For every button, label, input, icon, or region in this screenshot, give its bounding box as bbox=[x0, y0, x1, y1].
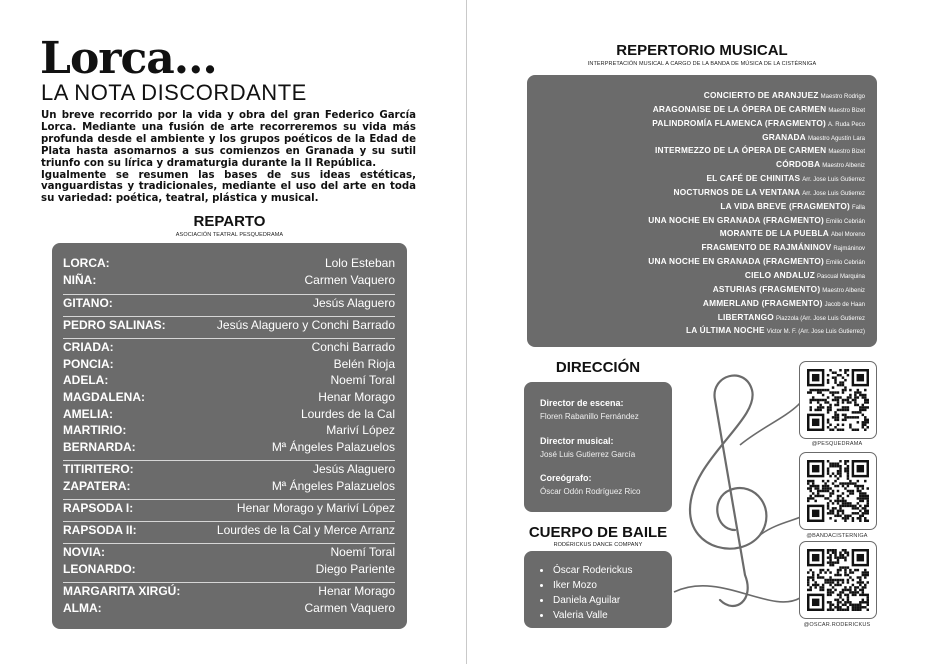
qr-code-oscar-roderickus[interactable] bbox=[799, 541, 877, 619]
repertorio-item bbox=[648, 212, 865, 226]
repertorio-item bbox=[648, 87, 865, 101]
cast-actor: Mª Ángeles Palazuelos bbox=[271, 439, 395, 454]
cast-actor: Noemí Toral bbox=[330, 373, 395, 388]
repertorio-item-title: FRAGMENTO DE RAJMÁNINOV bbox=[701, 242, 832, 253]
direccion-name: Floren Rabanillo Fernández bbox=[540, 412, 639, 421]
repertorio-item-title: UNA NOCHE EN GRANADA (FRAGMENTO) bbox=[648, 256, 824, 267]
cast-row bbox=[63, 255, 395, 272]
repertorio-item-title: LA VIDA BREVE (FRAGMENTO) bbox=[720, 200, 850, 211]
cast-actor: Diego Pariente bbox=[315, 561, 395, 576]
repertorio-item bbox=[648, 129, 865, 143]
qr-code-icon bbox=[807, 549, 869, 611]
repertorio-item-composer: Emilio Cebrián bbox=[825, 260, 865, 267]
direccion-title: DIRECCIÓN bbox=[555, 359, 641, 376]
intro-text bbox=[41, 110, 416, 205]
repertorio-item-composer: Falla bbox=[851, 204, 865, 211]
cast-role: ZAPATERA: bbox=[63, 478, 131, 493]
page-subtitle: LA NOTA DISCORDANTE bbox=[41, 80, 307, 105]
cast-role: ALMA: bbox=[63, 600, 102, 615]
cast-list bbox=[52, 243, 407, 629]
repertorio-item-title: INTERMEZZO DE LA ÓPERA DE CARMEN bbox=[655, 145, 827, 156]
repertorio-item-composer: Emilio Cebrián bbox=[825, 218, 865, 225]
intro-paragraph-1: Un breve recorrido por la vida y obra del gran Federico García Lorca. Mediante una fusión de arte recorreremos su vida más profunda desde el ambiente y los grupos poéticos de la Edad de Plata hasta asomarnos a sus comienzos en Granada y su sutil triunfo con su lírica y dramaturgia durante la II República. bbox=[41, 110, 416, 169]
repertorio-item bbox=[648, 115, 865, 129]
cast-actor: Carmen Vaquero bbox=[304, 600, 395, 615]
cast-actor: Jesús Alaguero y Conchi Barrado bbox=[216, 318, 395, 332]
repertorio-item-composer: Abel Moreno bbox=[830, 232, 865, 239]
cast-row bbox=[63, 272, 395, 289]
cast-actor: Henar Morago y Mariví López bbox=[236, 500, 395, 515]
cast-actor: Lourdes de la Cal y Merce Arranz bbox=[216, 523, 395, 537]
cast-role: LORCA: bbox=[63, 256, 110, 270]
repertorio-item-composer: Maestro Bizet bbox=[828, 149, 865, 156]
treble-clef-icon bbox=[660, 370, 820, 630]
repertorio-item bbox=[648, 267, 865, 281]
lorca-logo: Lorca... bbox=[40, 33, 217, 84]
cast-role: RAPSODA II: bbox=[63, 523, 137, 537]
repertorio-item-composer: Maestro Bizet bbox=[828, 107, 865, 114]
repertorio-item bbox=[648, 295, 865, 309]
repertorio-item-title: UNA NOCHE EN GRANADA (FRAGMENTO) bbox=[648, 214, 824, 225]
repertorio-title: REPERTORIO MUSICAL bbox=[616, 42, 788, 59]
cast-role: MAGDALENA: bbox=[63, 389, 145, 404]
repertorio-item-composer: Piazzola (Arr. Jose Luis Gutierrez bbox=[775, 315, 865, 322]
qr-label-pesquedrama: @PESQUEDRAMA bbox=[811, 441, 863, 447]
cast-row bbox=[63, 544, 395, 561]
reparto-subtitle: ASOCIACIÓN TEATRAL PESQUEDRAMA bbox=[175, 232, 284, 238]
cast-actor: Conchi Barrado bbox=[311, 340, 395, 355]
cast-group bbox=[63, 499, 395, 517]
cast-row bbox=[63, 600, 395, 617]
cast-actor: Henar Morago bbox=[318, 584, 395, 598]
cast-group bbox=[63, 543, 395, 577]
cast-role: BERNARDA: bbox=[63, 439, 136, 454]
repertorio-item bbox=[648, 281, 865, 295]
repertorio-item-composer: Maestro Rodrigo bbox=[820, 94, 865, 100]
repertorio-item-title: LA ÚLTIMA NOCHE bbox=[686, 325, 765, 336]
baile-title: CUERPO DE BAILE bbox=[528, 524, 668, 541]
baile-member bbox=[540, 608, 632, 623]
baile-member bbox=[540, 578, 632, 593]
cast-group bbox=[63, 294, 395, 312]
cast-row bbox=[63, 356, 395, 373]
baile-member bbox=[540, 593, 632, 608]
repertorio-item-composer: Maestro Albeniz bbox=[822, 163, 865, 170]
cast-role: PEDRO SALINAS: bbox=[63, 318, 166, 332]
cast-role: MARTIRIO: bbox=[63, 423, 127, 438]
cast-role: NIÑA: bbox=[63, 272, 97, 287]
baile-members bbox=[540, 563, 632, 623]
cast-role: MARGARITA XIRGÚ: bbox=[63, 584, 181, 598]
repertorio-item bbox=[648, 156, 865, 170]
repertorio-subtitle: INTERPRETACIÓN MUSICAL A CARGO DE LA BANDA DE MÚSICA DE LA CISTÉRNIGA bbox=[587, 61, 817, 67]
cast-role: CRIADA: bbox=[63, 340, 114, 355]
cast-actor: Lolo Esteban bbox=[324, 256, 395, 270]
repertorio-item-title: ASTURIAS (FRAGMENTO) bbox=[712, 283, 821, 294]
qr-code-pesquedrama[interactable] bbox=[799, 361, 877, 439]
cast-row bbox=[63, 478, 395, 495]
baile-member-name: Valeria Valle bbox=[553, 610, 608, 621]
direccion-box bbox=[524, 382, 672, 512]
cast-actor: Lourdes de la Cal bbox=[300, 406, 395, 421]
repertorio-item bbox=[648, 142, 865, 156]
intro-paragraph-2: Igualmente se resumen las bases de sus ideas estéticas, vanguardistas y tradicionales, mediante el uso del arte en toda su variedad: poética, teatral, plástica y musical. bbox=[41, 169, 416, 205]
bullet-icon bbox=[540, 614, 543, 617]
repertorio-item bbox=[648, 309, 865, 323]
cast-row bbox=[63, 339, 395, 356]
cast-actor: Carmen Vaquero bbox=[304, 272, 395, 287]
cast-actor: Noemí Toral bbox=[330, 545, 395, 560]
reparto-title: REPARTO bbox=[193, 213, 266, 230]
qr-label-bandacisterniga: @BANDACISTERNIGA bbox=[806, 533, 868, 539]
cast-group bbox=[63, 582, 395, 616]
repertorio-item-title: PALINDROMÍA FLAMENCA (FRAGMENTO) bbox=[652, 117, 826, 128]
baile-box bbox=[524, 551, 672, 628]
direccion-role: Director de escena: bbox=[540, 398, 624, 408]
cast-role: RAPSODA I: bbox=[63, 500, 134, 515]
cast-row bbox=[63, 522, 395, 539]
repertorio-item bbox=[648, 198, 865, 212]
direccion-role: Coreógrafo: bbox=[540, 473, 592, 483]
repertorio-item-composer: Pascual Marquina bbox=[816, 273, 865, 280]
repertorio-item-composer: Victor M. F. (Arr. Jose Luis Gutierrez) bbox=[766, 329, 865, 336]
cast-role: GITANO: bbox=[63, 295, 113, 310]
cast-role: AMELIA: bbox=[63, 406, 113, 421]
direccion-item bbox=[540, 398, 639, 421]
baile-subtitle: RODÉRICKUS DANCE COMPANY bbox=[553, 542, 643, 548]
cast-actor: Mariví López bbox=[326, 423, 395, 438]
cast-group bbox=[63, 460, 395, 494]
cast-row bbox=[63, 561, 395, 578]
repertorio-item-title: ARAGONAISE DE LA ÓPERA DE CARMEN bbox=[652, 103, 827, 114]
cast-role: NOVIA: bbox=[63, 545, 105, 560]
repertorio-item bbox=[648, 253, 865, 267]
repertorio-item-title: LIBERTANGO bbox=[717, 311, 774, 322]
repertorio-item bbox=[648, 322, 865, 336]
repertorio-item bbox=[648, 225, 865, 239]
cast-role: ADELA: bbox=[63, 373, 109, 388]
cast-row bbox=[63, 295, 395, 312]
cast-actor: Mª Ángeles Palazuelos bbox=[271, 478, 395, 493]
repertorio-item-composer: Arr. Jose Luis Gutierrez bbox=[802, 177, 865, 184]
baile-member-name: Daniela Aguilar bbox=[553, 595, 621, 606]
baile-member bbox=[540, 563, 632, 578]
repertorio-item bbox=[648, 101, 865, 115]
cast-row bbox=[63, 406, 395, 423]
cast-row bbox=[63, 422, 395, 439]
bullet-icon bbox=[540, 569, 543, 572]
baile-member-name: Óscar Roderickus bbox=[553, 565, 633, 576]
cast-row bbox=[63, 439, 395, 456]
repertorio-item-title: CONCIERTO DE ARANJUEZ bbox=[703, 90, 819, 100]
cast-row bbox=[63, 500, 395, 517]
repertorio-item-title: MORANTE DE LA PUEBLA bbox=[719, 228, 829, 239]
cast-actor: Jesús Alaguero bbox=[312, 295, 395, 310]
repertorio-item-composer: Maestro Albeniz bbox=[822, 287, 865, 294]
cast-row bbox=[63, 372, 395, 389]
cast-row bbox=[63, 461, 395, 478]
direccion-item bbox=[540, 436, 635, 459]
repertorio-item-title: GRANADA bbox=[762, 131, 806, 142]
cast-actor: Belén Rioja bbox=[333, 356, 395, 371]
cast-row bbox=[63, 317, 395, 334]
baile-member-name: Iker Mozo bbox=[553, 580, 597, 591]
direccion-name: José Luis Gutierrez García bbox=[540, 450, 636, 459]
repertorio-item bbox=[648, 239, 865, 253]
cast-row bbox=[63, 389, 395, 406]
repertorio-item-title: CIELO ANDALUZ bbox=[744, 269, 815, 280]
repertorio-item-title: EL CAFÉ DE CHINITAS bbox=[706, 173, 801, 184]
bullet-icon bbox=[540, 599, 543, 602]
cast-group bbox=[63, 255, 395, 288]
qr-code-icon bbox=[807, 369, 869, 431]
repertorio-item-composer: Rajmáninov bbox=[833, 246, 865, 253]
qr-code-icon bbox=[807, 460, 869, 522]
direccion-name: Óscar Odón Rodríguez Rico bbox=[540, 487, 641, 496]
repertorio-item-title: CÓRDOBA bbox=[776, 159, 821, 170]
cast-group bbox=[63, 521, 395, 539]
direccion-role: Director musical: bbox=[540, 436, 614, 446]
cast-role: TITIRITERO: bbox=[63, 462, 134, 476]
cast-role: PONCIA: bbox=[63, 356, 114, 371]
repertorio-item-title: AMMERLAND (FRAGMENTO) bbox=[702, 297, 823, 308]
qr-label-oscar-roderickus: @OSCAR.RODERICKUS bbox=[803, 622, 871, 628]
cast-actor: Jesús Alaguero bbox=[312, 462, 395, 476]
cast-role: LEONARDO: bbox=[63, 561, 136, 576]
repertorio-item-title: NOCTURNOS DE LA VENTANA bbox=[673, 186, 801, 197]
cast-actor: Henar Morago bbox=[318, 389, 395, 404]
repertorio-box bbox=[527, 75, 877, 347]
bullet-icon bbox=[540, 584, 543, 587]
repertorio-item-composer: Jacob de Haan bbox=[824, 301, 865, 308]
cast-row bbox=[63, 583, 395, 600]
repertorio-item bbox=[648, 184, 865, 198]
repertorio-item-composer: Maestro Agustín Lara bbox=[807, 135, 865, 142]
direccion-item bbox=[540, 473, 641, 496]
repertorio-item-composer: Arr. Jose Luis Gutierrez bbox=[802, 190, 865, 197]
repertorio-list bbox=[648, 87, 865, 336]
cast-group bbox=[63, 316, 395, 334]
cast-group bbox=[63, 338, 395, 455]
repertorio-item bbox=[648, 170, 865, 184]
qr-code-bandacisterniga[interactable] bbox=[799, 452, 877, 530]
repertorio-item-composer: A. Ruda Peco bbox=[827, 121, 865, 128]
